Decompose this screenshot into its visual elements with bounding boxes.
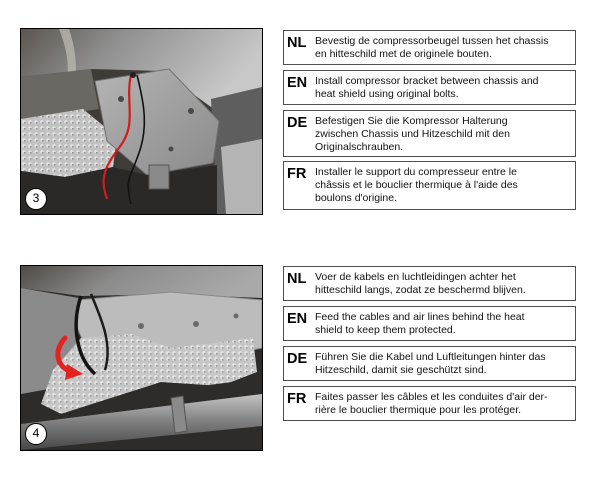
language-code-label: DE (287, 351, 308, 367)
chassis-panel-light (221, 139, 262, 214)
instruction-line: Install compressor bracket between chassis and (315, 75, 539, 87)
bracket-hole (118, 96, 124, 102)
instruction-line: Führen Sie die Kabel und Luftleitungen hinter das (315, 351, 546, 363)
instruction-line: heat shield using original bolts. (315, 88, 459, 100)
instruction-line: Installer le support du compresseur entre le (315, 166, 517, 178)
step-number-badge: 3 (25, 188, 47, 210)
instruction-line: zwischen Chassis und Hitzeschild mit den (315, 128, 510, 140)
instruction-line: rière le bouclier thermique pour les protéger. (315, 404, 522, 416)
bracket-hole (169, 147, 174, 152)
language-code-label: EN (287, 311, 308, 327)
instruction-line: Originalschrauben. (315, 141, 404, 153)
instruction-line: shield to keep them protected. (315, 324, 456, 336)
plate-hole (234, 314, 239, 319)
step-4-photo-image (21, 266, 262, 450)
instruction-text (315, 391, 548, 417)
step-4-fr-instruction (283, 386, 576, 421)
step-3-fr-instruction (283, 161, 576, 210)
step-3-de-instruction (283, 110, 576, 157)
instruction-line: Voer de kabels en luchtleidingen achter het (315, 271, 516, 283)
step-number-badge: 4 (25, 423, 47, 445)
instruction-line: hitteschild langs, zodat ze beschermd blijven. (315, 284, 526, 296)
instruction-text (315, 35, 548, 61)
instruction-text (315, 115, 510, 154)
language-code-label: FR (287, 166, 307, 182)
step-3-photo-image (21, 29, 262, 214)
step-3-nl-instruction (283, 30, 576, 65)
language-code-label: NL (287, 35, 307, 51)
instruction-line: Hitzeschild, damit sie geschützt sind. (315, 364, 487, 376)
language-code-label: DE (287, 115, 308, 131)
step-3-photo (20, 28, 263, 215)
step-3-en-instruction (283, 70, 576, 105)
step-4-nl-instruction (283, 266, 576, 301)
language-code-label: EN (287, 75, 308, 91)
instruction-text (315, 311, 525, 337)
step-4-de-instruction (283, 346, 576, 381)
instruction-text (315, 271, 526, 297)
instruction-line: Faites passer les câbles et les conduites d'air der- (315, 391, 548, 403)
plate-hole (193, 321, 199, 327)
bolt-block (149, 165, 169, 189)
plate-hole (138, 323, 144, 329)
language-code-label: NL (287, 271, 307, 287)
instruction-text (315, 166, 518, 205)
instruction-line: en hitteschild met de originele bouten. (315, 48, 492, 60)
instruction-line: Befestigen Sie die Kompressor Halterung (315, 115, 508, 127)
step-4-en-instruction (283, 306, 576, 341)
language-code-label: FR (287, 391, 307, 407)
instruction-text (315, 351, 546, 377)
instruction-line: boulons d'origine. (315, 192, 397, 204)
instruction-line: Bevestig de compressorbeugel tussen het chassis (315, 35, 549, 47)
instruction-text (315, 75, 539, 101)
step-4-photo (20, 265, 263, 451)
bracket-hole (188, 108, 194, 114)
instruction-line: châssis et le bouclier thermique à l'aide des (315, 179, 518, 191)
cable-connector (130, 72, 136, 78)
instruction-line: Feed the cables and air lines behind the heat (315, 311, 525, 323)
